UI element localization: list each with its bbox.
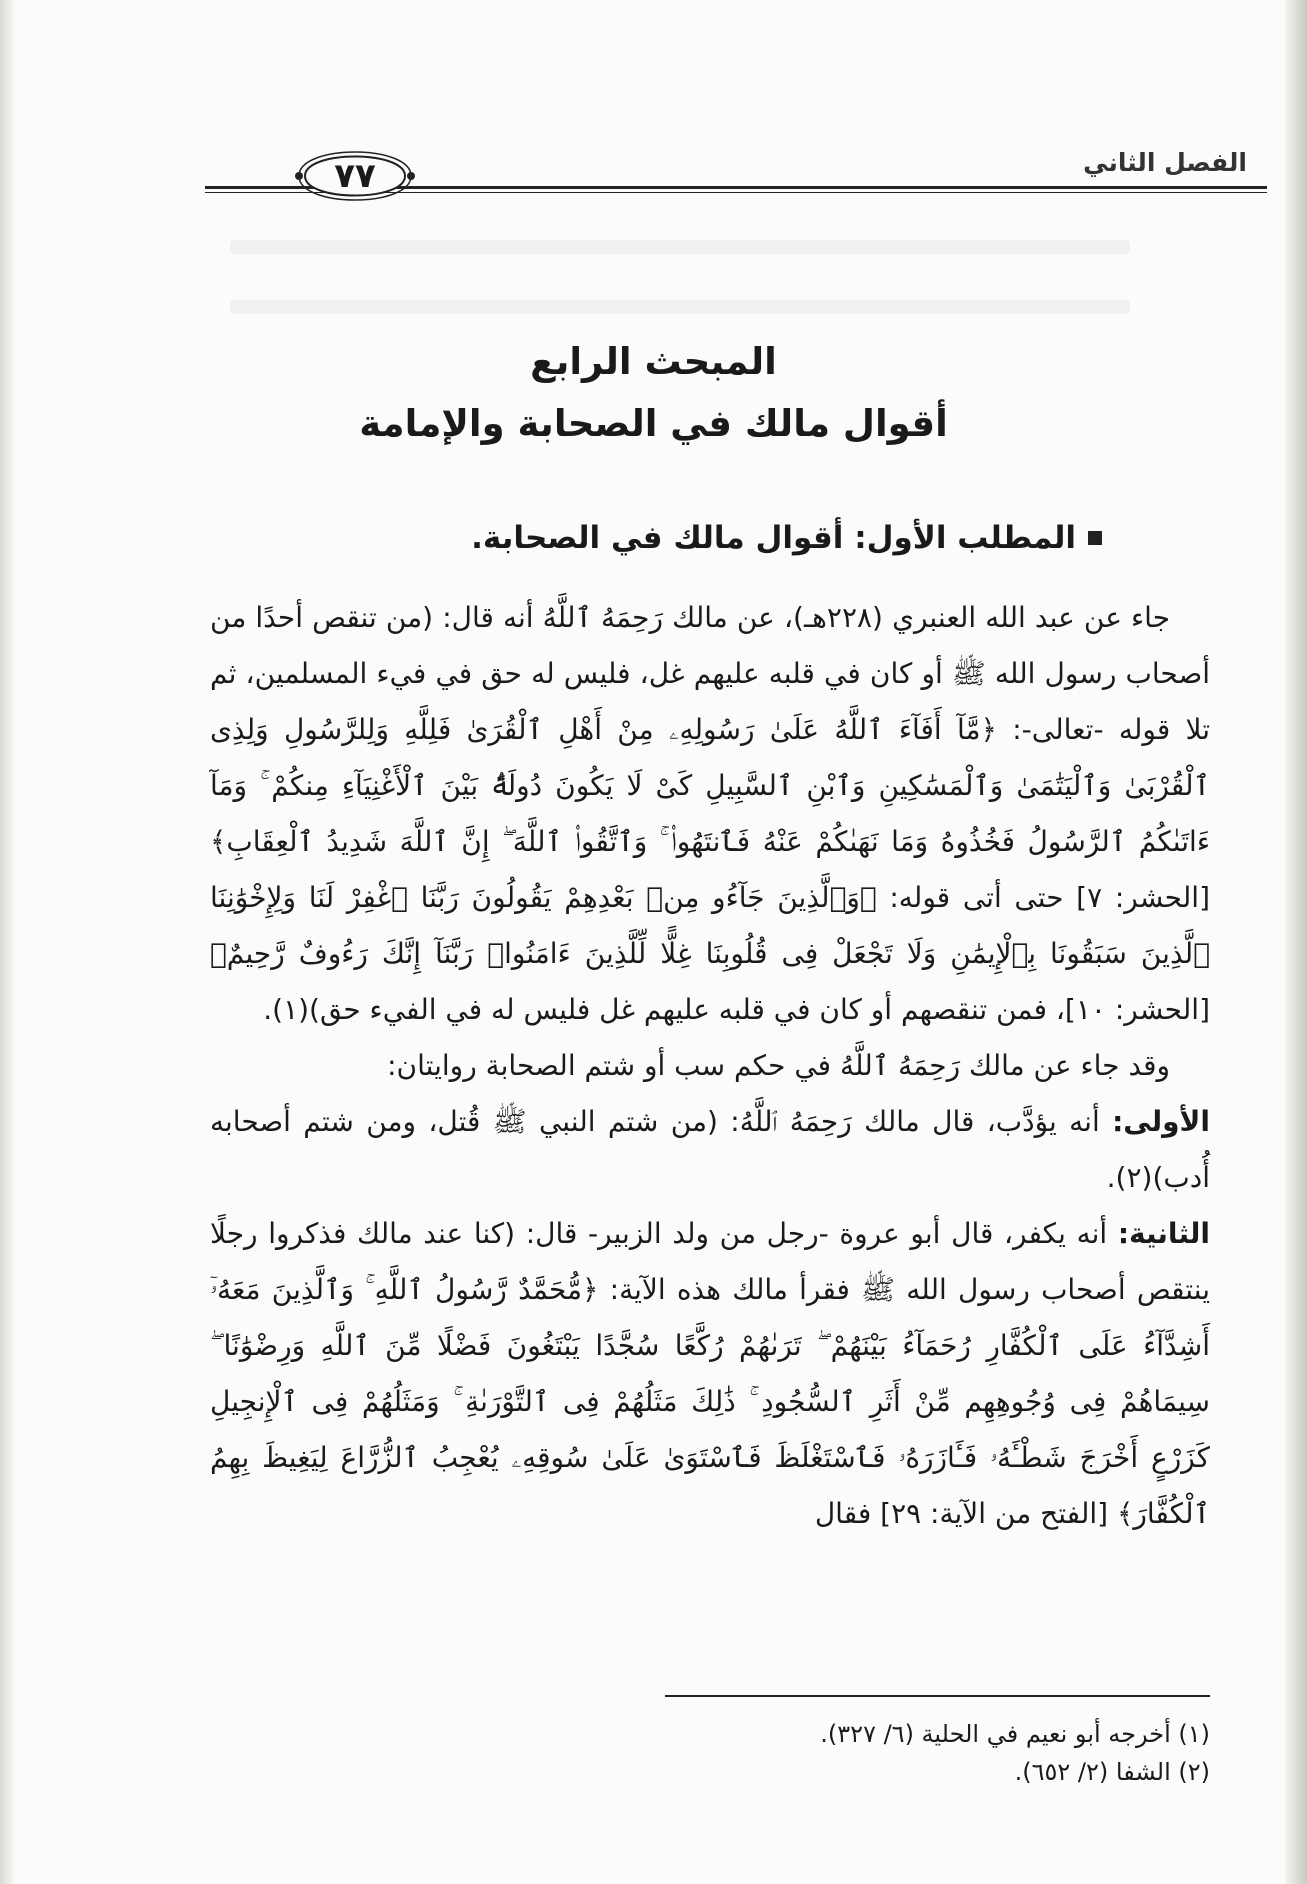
bleed-through-text xyxy=(230,240,1130,254)
narration-text: أنه يؤدَّب، قال مالك رَحِمَهُ ٱللَّهُ: (من شتم النبي ﷺ قُتل، ومن شتم أصحابه أُدب)(٢). xyxy=(210,1105,1210,1194)
scan-edge xyxy=(1285,0,1307,1884)
bleed-through-text xyxy=(230,300,1130,314)
narration-text: أنه يكفر، قال أبو عروة -رجل من ولد الزبير- قال: (كنا عند مالك فذكروا رجلًا ينتقص أصحاب رسول الله ﷺ فقرأ مالك هذه الآية: ﴿مُّحَمَّدٌ رَّسُولُ ٱللَّهِ ۚ وَٱلَّذِينَ مَعَهُۥٓ أَشِدَّآءُ عَلَى ٱلْكُفَّارِ رُحَمَآءُ بَيْنَهُمْ ۖ تَرَىٰهُمْ رُكَّعًا سُجَّدًا يَبْتَغُونَ فَضْلًا مِّنَ ٱللَّهِ وَرِضْوَٰنًا ۖ سِيمَاهُمْ فِى وُجُوهِهِم مِّنْ أَثَرِ ٱلسُّجُودِ ۚ ذَٰلِكَ مَثَلُهُمْ فِى ٱلتَّوْرَىٰةِ ۚ وَمَثَلُهُمْ فِى ٱلْإِنجِيلِ كَزَرْعٍ أَخْرَجَ شَطْـَٔهُۥ فَـَٔازَرَهُۥ فَٱسْتَغْلَظَ فَٱسْتَوَىٰ عَلَىٰ سُوقِهِۦ يُعْجِبُ ٱلزُّرَّاعَ لِيَغِيظَ بِهِمُ ٱلْكُفَّارَ﴾ [الفتح من الآية: ٢٩] فقال xyxy=(210,1217,1210,1530)
body-text xyxy=(210,590,1210,1542)
section-subtitle: أقوال مالك في الصحابة والإمامة xyxy=(359,402,948,445)
paragraph: وقد جاء عن مالك رَحِمَهُ ٱللَّهُ في حكم سب أو شتم الصحابة روايتان: xyxy=(387,1049,1170,1082)
square-bullet-icon xyxy=(1088,531,1102,545)
paragraph: جاء عن عبد الله العنبري (٢٢٨هـ)، عن مالك رَحِمَهُ ٱللَّهُ أنه قال: (من تنقص أحدًا من أصحاب رسول الله ﷺ أو كان في قلبه عليهم غل، فليس له حق في فيء المسلمين، ثم تلا قوله -تعالى-: ﴿مَّآ أَفَآءَ ٱللَّهُ عَلَىٰ رَسُولِهِۦ مِنْ أَهْلِ ٱلْقُرَىٰ فَلِلَّهِ وَلِلرَّسُولِ وَلِذِى ٱلْقُرْبَىٰ وَٱلْيَتَٰمَىٰ وَٱلْمَسَٰكِينِ وَٱبْنِ ٱلسَّبِيلِ كَىْ لَا يَكُونَ دُولَةًۢ بَيْنَ ٱلْأَغْنِيَآءِ مِنكُمْ ۚ وَمَآ ءَاتَىٰكُمُ ٱلرَّسُولُ فَخُذُوهُ وَمَا نَهَىٰكُمْ عَنْهُ فَٱنتَهُوا۟ ۚ وَٱتَّقُوا۟ ٱللَّهَ ۖ إِنَّ ٱللَّهَ شَدِيدُ ٱلْعِقَابِ﴾ [الحشر: ٧] حتى أتى قوله: ﴿وَٱلَّذِينَ جَآءُو مِنۢ بَعْدِهِمْ يَقُولُونَ رَبَّنَا ٱغْفِرْ لَنَا وَلِإِخْوَٰنِنَا ٱلَّذِينَ سَبَقُونَا بِٱلْإِيمَٰنِ وَلَا تَجْعَلْ فِى قُلُوبِنَا غِلًّا لِّلَّذِينَ ءَامَنُوا۟ رَبَّنَآ إِنَّكَ رَءُوفٌ رَّحِيمٌ﴾ [الحشر: ١٠]، فمن تنقصهم أو كان في قلبه عليهم غل فليس له في الفيء حق)(١). xyxy=(210,601,1210,1026)
narration-label: الأولى: xyxy=(1112,1105,1210,1138)
subheading-text: المطلب الأول: أقوال مالك في الصحابة. xyxy=(471,520,1076,556)
paragraph-second-narration xyxy=(210,1206,1210,1542)
scan-edge xyxy=(0,0,14,1884)
paragraph-first-narration xyxy=(210,1094,1210,1206)
footnote: (٢) الشفا (٢/ ٦٥٢). xyxy=(1014,1758,1210,1786)
footnote-rule xyxy=(665,1695,1210,1697)
page-number: ٧٧ xyxy=(334,156,376,196)
narration-label: الثانية: xyxy=(1117,1217,1210,1250)
subheading xyxy=(471,520,1102,556)
footnote: (١) أخرجه أبو نعيم في الحلية (٦/ ٣٢٧). xyxy=(820,1720,1210,1748)
section-title: المبحث الرابع xyxy=(530,340,777,383)
footnotes xyxy=(210,1715,1210,1791)
running-header: الفصل الثاني xyxy=(1083,148,1247,177)
